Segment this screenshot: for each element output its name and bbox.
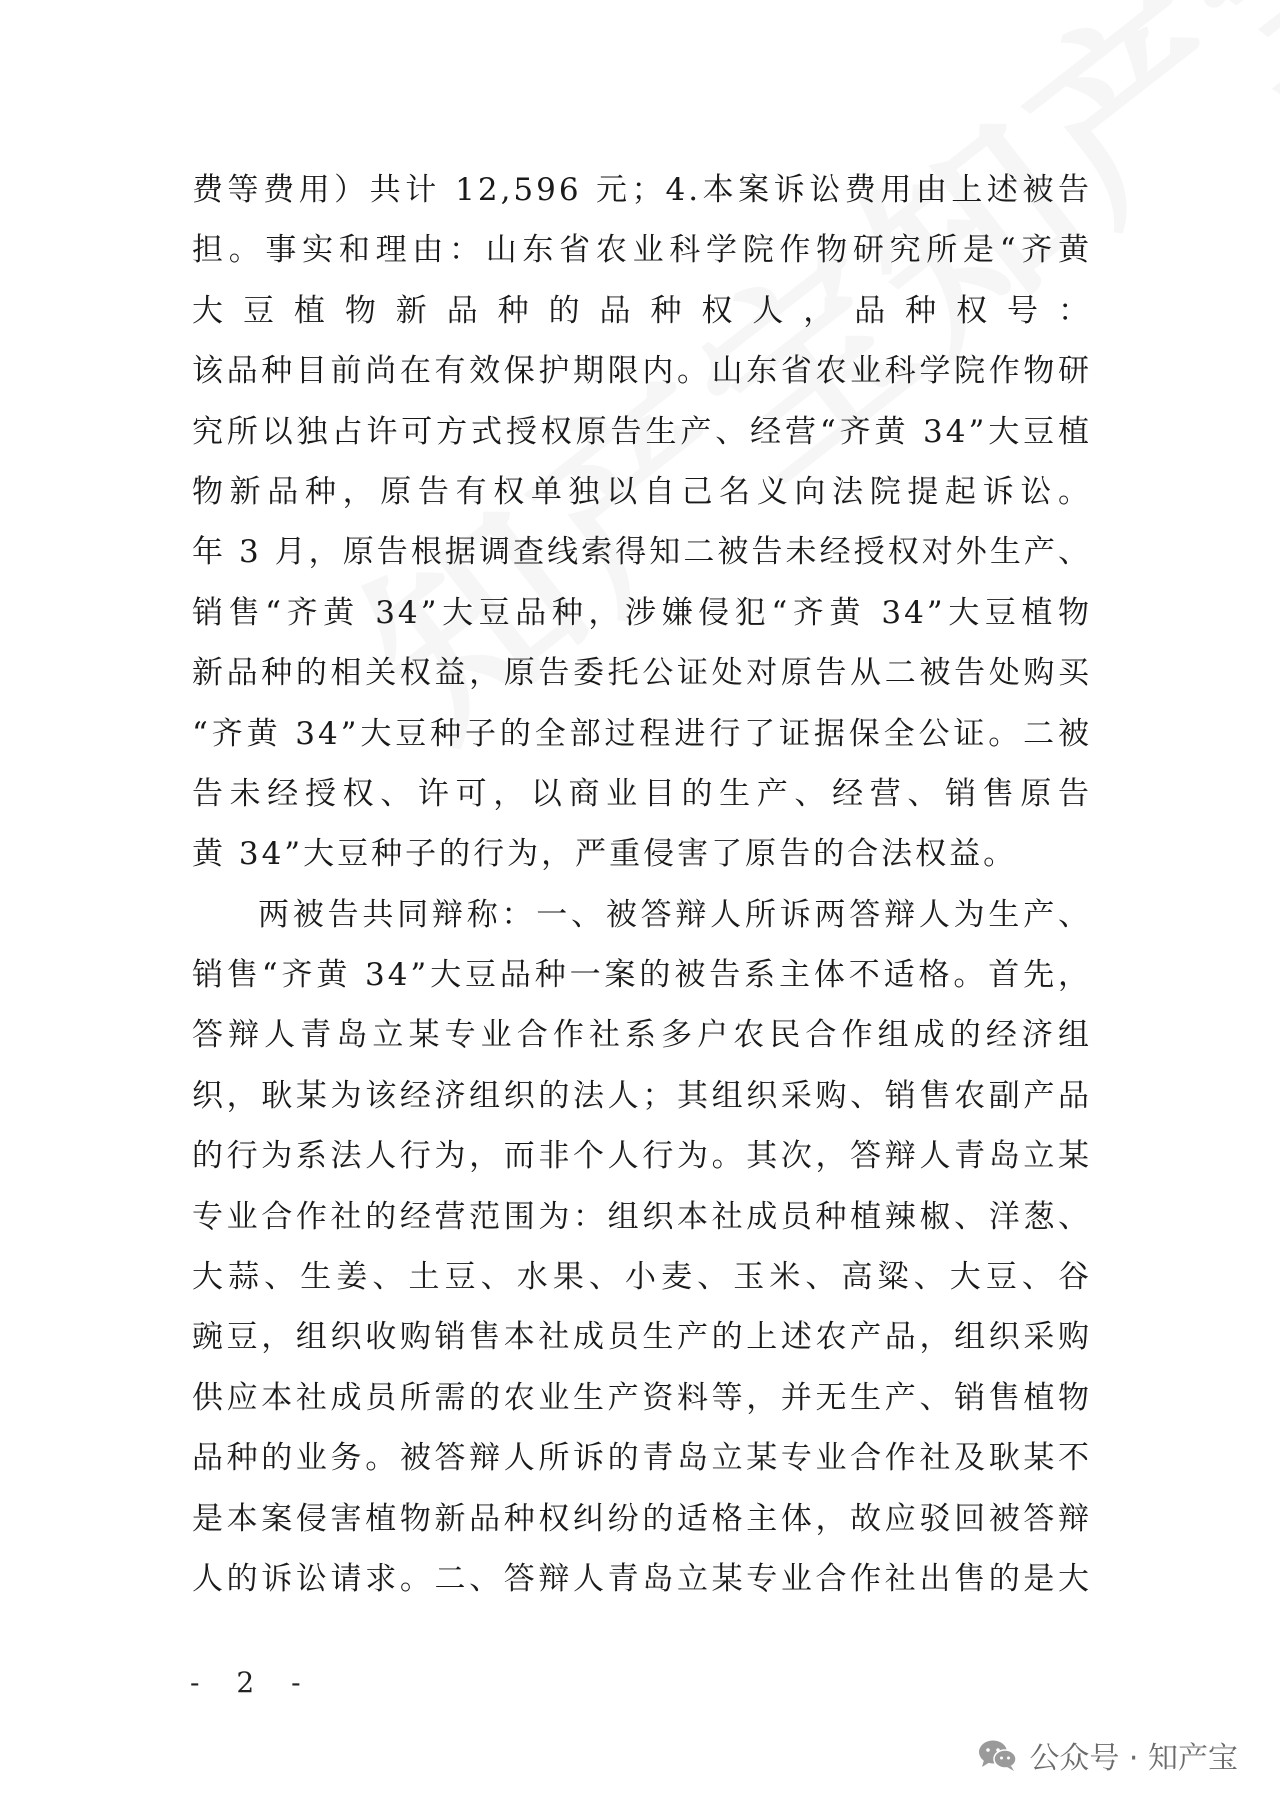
text-line: 费等费用）共计 12,596 元；4.本案诉讼费用由上述被告 [192,172,1092,208]
page-number: - 2 - [190,1666,315,1699]
text-line: 人的诉讼请求。二、答辩人青岛立某专业合作社出售的是大 [192,1560,1092,1597]
text-line: 品种的业务。被答辩人所诉的青岛立某专业合作社及耿某不 [192,1440,1092,1477]
text-line: 是本案侵害植物新品种权纠纷的适格主体，故应驳回被答辩 [192,1500,1092,1537]
text-line: 答辩人青岛立某专业合作社系多户农民合作组成的经济组 [192,1017,1092,1054]
text-line: 告未经授权、许可，以商业目的生产、经营、销售原告 [192,775,1092,812]
text-line: 销售“齐黄 34”大豆品种一案的被告系主体不适格。首先， [192,957,1092,994]
text-line: 销售“齐黄 34”大豆品种，涉嫌侵犯“齐黄 34”大豆植物 [192,594,1092,631]
text-line: 新品种的相关权益，原告委托公证处对原告从二被告处购买 [192,655,1092,692]
text-line: 究所以独占许可方式授权原告生产、经营“齐黄 34”大豆植 [192,413,1092,450]
text-line: “齐黄 34”大豆种子的全部过程进行了证据保全公证。二被 [192,715,1092,752]
text-line: 物新品种，原告有权单独以自己名义向法院提起诉讼。 [192,473,1092,510]
text-line: 大蒜、生姜、土豆、水果、小麦、玉米、高粱、大豆、谷 [192,1259,1092,1296]
text-line: 豌豆，组织收购销售本社成员生产的上述农产品，组织采购 [192,1319,1092,1356]
text-line: 供应本社成员所需的农业生产资料等，并无生产、销售植物 [192,1379,1092,1416]
text-line: 的行为系法人行为，而非个人行为。其次，答辩人青岛立某 [192,1138,1092,1175]
wechat-icon [977,1738,1019,1772]
text-line: 织，耿某为该经济组织的法人；其组织采购、销售农副产品 [192,1077,1092,1114]
text-line: 专业合作社的经营范围为：组织本社成员种植辣椒、洋葱、 [192,1198,1092,1235]
text-line: 该品种目前尚在有效保护期限内。山东省农业科学院作物研 [192,353,1092,390]
text-line: 大豆植物新品种的品种权人，品种权号： [192,292,1092,329]
text-line: 担。事实和理由：山东省农业科学院作物研究所是“齐黄 [192,232,1092,269]
text-line: 黄 34”大豆种子的行为，严重侵害了原告的合法权益。 [192,836,1018,873]
paragraph-start-line: 两被告共同辩称：一、被答辩人所诉两答辩人为生产、 [258,896,1092,933]
footer-brand[interactable] [977,1733,1238,1777]
document-body [192,160,1092,1609]
brand-text: 公众号 · 知产宝 [1029,1741,1238,1776]
text-line: 年 3 月，原告根据调查线索得知二被告未经授权对外生产、 [192,534,1092,571]
